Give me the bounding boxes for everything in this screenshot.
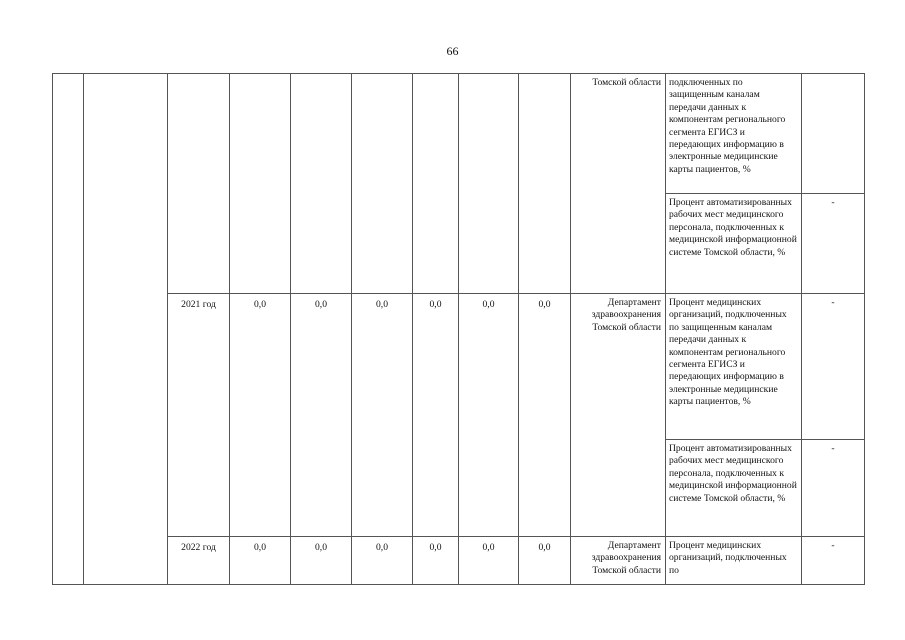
table-row xyxy=(53,294,865,440)
table-row xyxy=(53,537,865,585)
value-cell: 0,0 xyxy=(291,294,352,537)
value-cell xyxy=(459,74,519,294)
year-cell: 2021 год xyxy=(168,294,230,537)
indicator-value xyxy=(802,74,865,194)
indicator-cell: Процент медицинских организаций, подключенных по защищенным каналам передачи данных к компонентам регионального сегмента ЕГИСЗ и передающих информацию в электронные медицинские карты пациентов, % xyxy=(666,294,802,440)
value-cell xyxy=(352,74,413,294)
table-row xyxy=(53,74,865,194)
value-cell: 0,0 xyxy=(352,537,413,585)
department-cell: Департамент здравоохранения Томской области xyxy=(571,294,666,537)
value-cell: 0,0 xyxy=(459,294,519,537)
indicator-value: - xyxy=(802,294,865,440)
value-cell: 0,0 xyxy=(413,294,459,537)
value-cell: 0,0 xyxy=(230,294,291,537)
program-table xyxy=(52,73,865,585)
department-cell: Департамент здравоохранения Томской области xyxy=(571,537,666,585)
value-cell: 0,0 xyxy=(352,294,413,537)
page-number: 66 xyxy=(446,44,459,58)
value-cell: 0,0 xyxy=(459,537,519,585)
value-cell: 0,0 xyxy=(230,537,291,585)
value-cell: 0,0 xyxy=(519,294,571,537)
year-cell xyxy=(168,74,230,294)
indicator-value: - xyxy=(802,440,865,537)
value-cell: 0,0 xyxy=(413,537,459,585)
empty-cell xyxy=(84,74,168,585)
indicator-value: - xyxy=(802,194,865,294)
value-cell xyxy=(230,74,291,294)
indicator-cell: Процент автоматизированных рабочих мест медицинского персонала, подключенных к медицинской информационной системе Томской области, % xyxy=(666,194,802,294)
indicator-value: - xyxy=(802,537,865,585)
indicator-cell: Процент медицинских организаций, подключенных по xyxy=(666,537,802,585)
value-cell xyxy=(413,74,459,294)
indicator-cell: подключенных по защищенным каналам передачи данных к компонентам регионального сегмента ЕГИСЗ и передающих информацию в электронные медицинские карты пациентов, % xyxy=(666,74,802,194)
value-cell xyxy=(291,74,352,294)
value-cell: 0,0 xyxy=(519,537,571,585)
value-cell xyxy=(519,74,571,294)
year-cell: 2022 год xyxy=(168,537,230,585)
value-cell: 0,0 xyxy=(291,537,352,585)
indicator-cell: Процент автоматизированных рабочих мест медицинского персонала, подключенных к медицинской информационной системе Томской области, % xyxy=(666,440,802,537)
department-cell: Томской области xyxy=(571,74,666,294)
empty-cell xyxy=(53,74,84,585)
